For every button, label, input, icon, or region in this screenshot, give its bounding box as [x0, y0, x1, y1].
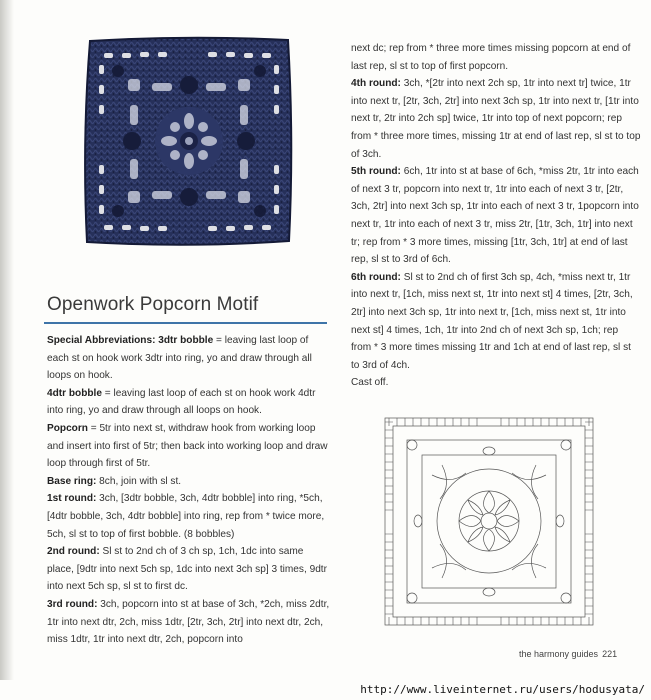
- popcorn-label: Popcorn: [47, 422, 88, 434]
- book-series-name: the harmony guides: [519, 649, 599, 659]
- round-4: [351, 75, 641, 163]
- title-rule: [44, 322, 327, 324]
- page-number: 221: [602, 649, 618, 659]
- round-1-text: 3ch, [3dtr bobble, 3ch, 4dtr bobble] into ring, *5ch, [4dtr bobble, 3ch, 4dtr bobble] into ring, rep from * twice more, 5ch, sl st to top of first bobble. (8 bobbles): [47, 493, 325, 540]
- crochet-chart-diagram: [382, 415, 596, 628]
- round-3-label: 3rd round:: [47, 598, 98, 610]
- round-3-text: 3ch, popcorn into st at base of 3ch, *2ch, miss 2dtr, 1tr into next dtr, 2ch, miss 1dtr, [2tr, 3ch, 2tr] into next dtr, 2ch, miss 1dtr, 1tr into next dtr, 2ch, popcorn into: [47, 598, 330, 646]
- popcorn-definition: [47, 420, 330, 473]
- round-3: [47, 596, 330, 649]
- page-edge-shadow: [0, 0, 14, 700]
- round-2-text: Sl st to 2nd ch of 3 ch sp, 1ch, 1dc into same place, [9dtr into next 5ch sp, 1dc into next 3ch sp] 3 times, 9dtr into next 5ch sp, sl st to first dc.: [47, 546, 327, 593]
- round-2: [47, 543, 330, 596]
- instructions-right-column: [351, 40, 641, 392]
- round-4-label: 4th round:: [351, 78, 401, 90]
- instructions-left-column: [47, 332, 330, 649]
- page-footer: [519, 649, 617, 659]
- round-3-continued: next dc; rep from * three more times missing popcorn at end of last rep, sl st to top of first popcorn.: [351, 43, 631, 72]
- bobble-definition: [47, 385, 330, 420]
- round-1-label: 1st round:: [47, 493, 97, 505]
- round-4-text: 3ch, *[2tr into next 2ch sp, 1tr into next tr] twice, 1tr into next tr, [2tr, 3ch, 2tr] into next 3ch sp, 1tr into next tr, [1tr into next tr, 2tr into 2ch sp] twice, 1tr into top of next popcorn; rep from * three more times, missing 1tr at end of last rep, sl st to top of 3ch.: [351, 78, 641, 160]
- crochet-square-photo: [82, 35, 296, 247]
- round-5-text: 6ch, 1tr into st at base of 6ch, *miss 2tr, 1tr into each of next 3 tr, popcorn into next tr, 1tr into each of next 3 tr, [2tr, 3ch, 2tr] into next 3ch sp, 1tr into each of next 3 tr, 1popcorn into next tr, 1tr into each of next 3 tr, miss 2tr, [1tr, 3ch, 1tr] into next tr; rep from * 3 more times, missing [1tr, 3ch, 1tr] at end of last rep, sl st to 3rd of 6ch.: [351, 166, 639, 266]
- abbrev-label: Special Abbreviations: 3dtr bobble: [47, 335, 214, 346]
- abbrev-text: = leaving last loop of each st on hook work 3dtr into ring, yo and draw through all loops on hook.: [47, 335, 312, 382]
- base-ring: [47, 473, 330, 491]
- round-6-text: Sl st to 2nd ch of first 3ch sp, 4ch, *miss next tr, 1tr into next tr, [1ch, miss next st, 1tr into next st] 4 times, [2tr, 3ch, 2tr] into next 3ch sp, 1tr into next tr, [1ch, miss next st, 1tr into next st] 4 times, 1ch, 1tr into 2nd ch of next 3ch sp, 1ch; rep from * 3 more times missing 1tr and 1ch at end of last rep, sl st to 3rd of 4ch.: [351, 271, 633, 371]
- bobble-label: 4dtr bobble: [47, 387, 102, 399]
- base-ring-text: 8ch, join with sl st.: [96, 475, 182, 487]
- round-5: [351, 163, 641, 269]
- round-6-label: 6th round:: [351, 271, 401, 283]
- bobble-text: = leaving last loop of each st on hook work 4dtr into ring, yo and draw through all loops on hook.: [47, 387, 316, 417]
- pattern-title: Openwork Popcorn Motif: [47, 294, 259, 315]
- round-6: [351, 269, 641, 375]
- round-1: [47, 490, 330, 543]
- popcorn-text: = 5tr into next st, withdraw hook from working loop and insert into first of 5tr; then back into working loop and draw loop through first of 5tr.: [47, 422, 328, 470]
- source-url-watermark: http://www.liveinternet.ru/users/hodusyata/: [360, 683, 645, 696]
- special-abbreviations: [47, 332, 330, 385]
- base-ring-label: Base ring:: [47, 475, 97, 487]
- round-5-label: 5th round:: [351, 166, 401, 178]
- cast-off: Cast off.: [351, 377, 389, 389]
- round-2-label: 2nd round:: [47, 546, 100, 558]
